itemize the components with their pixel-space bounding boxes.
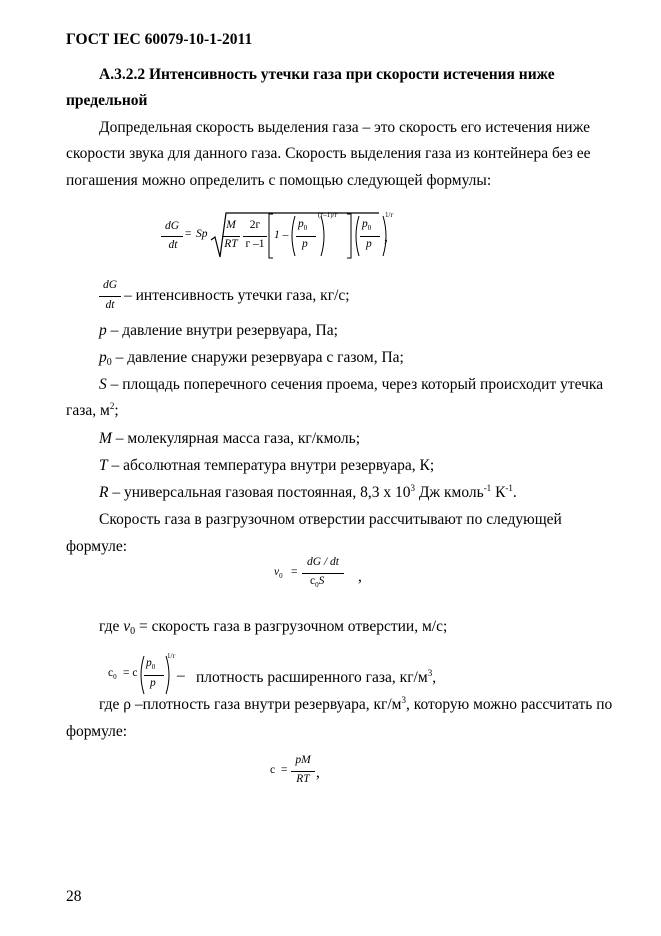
where-rho-text2: , которую можно рассчитать по (406, 696, 613, 713)
f4-frac-line (291, 771, 315, 772)
intro-line3: погашения можно определить с помощью следующей формулы: (66, 172, 492, 189)
f3-dash-sym: – (177, 667, 185, 684)
def-dG: dG (102, 279, 118, 291)
f3-text-sup: 3 (427, 668, 433, 678)
f1-p0: p (298, 218, 304, 230)
def-M-text: – молекулярная масса газа, кг/кмоль; (115, 430, 361, 447)
where-v0 (99, 618, 447, 636)
def-R-sup2: -1 (483, 483, 492, 493)
f1-frac-p (296, 236, 316, 237)
f3-p0-sub: 0 (151, 663, 156, 671)
def-p0-sym: p (99, 349, 107, 366)
f1-dG: dG (164, 220, 180, 232)
def-p0-text: – давление снаружи резервуара с газом, Па; (115, 349, 404, 366)
f1-comma: , (384, 228, 388, 245)
f1-dt: dt (168, 239, 178, 251)
f1-p0-num (298, 218, 307, 230)
f1-2g: 2г (249, 219, 261, 231)
f2-den-sub: 0 (315, 581, 319, 589)
f2-eq: = (291, 566, 298, 578)
f3-text-main: плотность расширенного газа, кг/м (196, 669, 428, 686)
definition-M (99, 430, 360, 448)
definition-R (99, 484, 517, 502)
f1-p0b: p (362, 218, 368, 230)
f3-p0 (146, 657, 155, 669)
f3-eq-c: = с (123, 667, 138, 679)
def-R-text2: Дж кмоль (414, 484, 484, 501)
f2-den-S: S (318, 575, 325, 587)
f1-frac-line (161, 236, 183, 237)
f1-M: M (226, 219, 236, 231)
section-number: А.3.2.2 (99, 66, 146, 83)
f1-Sp: Sp (196, 228, 208, 240)
where-v0-v: v (123, 618, 131, 635)
f1-RT: RT (224, 238, 238, 250)
f4-comma: , (316, 764, 320, 781)
f3-c0-sym: с (108, 667, 114, 679)
f2-den (310, 575, 324, 587)
f3-c0 (108, 667, 117, 679)
f3-dash (177, 667, 185, 685)
def-R-text3: К (491, 484, 506, 501)
velocity-line1: Скорость газа в разгрузочном отверстии рассчитывают по следующей (99, 511, 562, 528)
def-S-sup: 2 (109, 401, 115, 411)
f4-eq: = (281, 764, 288, 776)
where-rho-line2: формуле: (66, 723, 128, 740)
definition-T (99, 457, 434, 475)
definition-S-cont (66, 402, 119, 420)
f2-v-sym: v (274, 566, 280, 578)
where-v0-text: = скорость газа в разгрузочном отверстии, м/с; (135, 618, 448, 635)
intro-line1: Допредельная скорость выделения газа – это скорость его истечения ниже (99, 119, 590, 136)
f1-exp-inner: (г–1)/г (318, 211, 338, 219)
f3-exp: 1/г (167, 652, 176, 660)
def-dt: dt (105, 299, 115, 311)
def-R-text: – универсальная газовая постоянная, 8,3 х 10 (112, 484, 411, 501)
f4-c: с (270, 764, 276, 776)
where-rho-text: где ρ –плотность газа внутри резервуара, кг/м (99, 696, 402, 713)
def-R-end: . (512, 484, 517, 501)
f4-den: RT (296, 773, 310, 785)
f3-frac-line (144, 675, 164, 676)
def-T-text: – абсолютная температура внутри резервуара, К; (111, 457, 435, 474)
def-dGdt-text: – интенсивность утечки газа, кг/с; (124, 287, 350, 304)
definition-p (99, 322, 338, 340)
def-S-end: ; (114, 402, 119, 419)
def-M-sym: M (99, 430, 112, 447)
f1-frac-g (243, 236, 267, 237)
f3-c0-sub: 0 (113, 673, 117, 681)
where-rho-sup: 3 (401, 695, 406, 705)
f2-comma: , (358, 568, 362, 585)
def-S-text: – площадь поперечного сечения проема, через который происходит утечка (110, 376, 604, 393)
definition-p0 (99, 349, 404, 367)
document-header: ГОСТ IEC 60079-10-1-2011 (66, 31, 253, 48)
f1-p2: p (366, 238, 372, 250)
def-p-text: – давление внутри резервуара, Па; (110, 322, 338, 339)
f2-num: dG / dt (307, 556, 339, 568)
f3-p0-sym: p (146, 657, 152, 669)
where-v0-sub: 0 (130, 626, 136, 637)
f2-v (274, 566, 283, 578)
f1-p0b-num (362, 218, 371, 230)
def-S-sym: S (99, 376, 107, 393)
where-v0-prefix: где (99, 618, 124, 635)
page-number: 28 (66, 888, 82, 905)
f1-exp-outer: 1/г (385, 211, 394, 219)
f4-num: pM (295, 754, 311, 766)
f2-den-c: с (310, 575, 316, 587)
section-title-line1: Интенсивность утечки газа при скорости истечения ниже (148, 66, 555, 83)
def-R-sup: 3 (410, 483, 415, 493)
intro-line2: скорости звука для данного газа. Скорость выделения газа из контейнера без ее (66, 145, 591, 162)
f1-eq: = (185, 228, 192, 240)
f2-v-sub: 0 (279, 572, 283, 580)
def-T-sym: T (99, 457, 108, 474)
def-R-sym: R (99, 484, 109, 501)
where-rho-line1 (99, 696, 612, 714)
def-p0-sub: 0 (106, 357, 112, 368)
f1-g-minus-1: г –1 (245, 238, 265, 250)
def-R-sup3: -1 (505, 483, 513, 493)
def-frac-line (99, 296, 121, 297)
velocity-line2: формуле: (66, 538, 128, 555)
f2-frac-line (302, 573, 344, 574)
def-S-text2: газа, м (66, 402, 110, 419)
f1-p0-sub: 0 (303, 224, 308, 232)
f1-one-minus: 1 – (274, 229, 289, 241)
f1-frac-m (222, 236, 240, 237)
section-title (99, 66, 555, 84)
def-p-sym: p (99, 322, 107, 339)
f1-p: p (302, 238, 308, 250)
f1-p0b-sub: 0 (367, 224, 372, 232)
f1-frac-p2 (360, 236, 380, 237)
f3-text-end: , (432, 669, 437, 686)
f3-text (196, 669, 436, 687)
f3-p: p (150, 677, 156, 689)
section-title-line2: предельной (66, 92, 148, 109)
definition-S (99, 376, 603, 394)
